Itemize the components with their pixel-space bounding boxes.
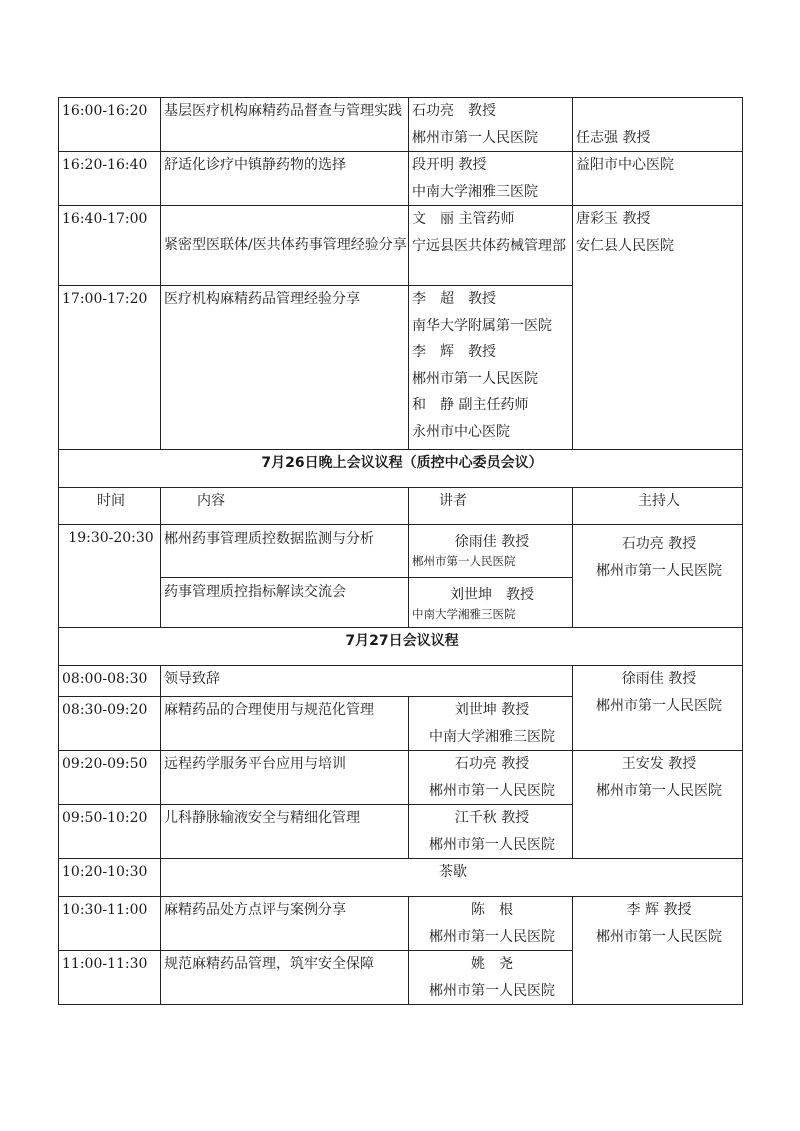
time-cell: 08:30-09:20 — [59, 697, 161, 751]
host-org: 郴州市第一人民医院 — [596, 697, 722, 714]
time-cell: 16:00-16:20 — [59, 98, 161, 152]
host-name: 徐雨佳 教授 — [621, 671, 697, 687]
time-cell: 10:20-10:30 — [59, 859, 161, 897]
speaker-org: 中南大学湘雅三医院 — [412, 607, 516, 621]
time-cell: 16:40-17:00 — [59, 206, 161, 286]
time-cell: 11:00-11:30 — [59, 951, 161, 1005]
speaker-name: 刘世坤 教授 — [450, 587, 534, 603]
header-content-label: 内容 — [197, 493, 225, 509]
speaker-cell — [409, 98, 573, 152]
topic-cell: 舒适化诊疗中镇静药物的选择 — [161, 152, 409, 206]
host-cell — [573, 152, 743, 206]
speaker-cell — [409, 697, 573, 751]
speaker-org: 郴州市第一人民医院 — [412, 554, 516, 568]
header-speaker-label: 讲者 — [439, 493, 467, 509]
speaker-org: 南华大学附属第一医院 — [412, 317, 552, 334]
host-cell — [573, 525, 743, 628]
speaker-cell — [409, 525, 573, 578]
speaker-org: 中南大学湘雅三医院 — [429, 728, 555, 745]
time-cell: 17:00-17:20 — [59, 286, 161, 450]
table-row — [59, 98, 743, 152]
host-cell — [573, 897, 743, 1005]
topic-cell: 医疗机构麻精药品管理经验分享 — [161, 286, 409, 450]
speaker-name: 江千秋 教授 — [454, 810, 530, 826]
section-header — [59, 628, 743, 666]
time-cell: 09:20-09:50 — [59, 751, 161, 805]
topic-cell — [161, 206, 409, 286]
host-org: 郴州市第一人民医院 — [596, 782, 722, 799]
header-time: 时间 — [59, 488, 161, 525]
speaker-org: 郴州市第一人民医院 — [412, 129, 538, 146]
speaker-name: 陈 根 — [471, 902, 513, 918]
header-host: 主持人 — [573, 488, 743, 525]
time-cell: 16:20-16:40 — [59, 152, 161, 206]
topic-text: 紧密型医联体/医共体药事管理经验分享 — [164, 237, 407, 254]
section-header — [59, 450, 743, 488]
speaker-org: 宁远县医共体药械管理部 — [412, 237, 566, 254]
speaker-cell — [409, 206, 573, 286]
host-org: 益阳市中心医院 — [576, 157, 674, 173]
header-speaker — [409, 488, 573, 525]
topic-cell: 药事管理质控指标解读交流会 — [161, 578, 409, 628]
speaker-name: 和 静 副主任药师 — [412, 397, 529, 413]
table-row — [59, 666, 743, 697]
host-cell — [573, 206, 743, 450]
speaker-name: 文 丽 主管药师 — [412, 211, 515, 227]
speaker-name: 石功亮 教授 — [454, 756, 530, 772]
break-cell: 茶歇 — [161, 859, 743, 897]
host-org: 安仁县人民医院 — [576, 237, 674, 254]
topic-cell: 基层医疗机构麻精药品督查与管理实践 — [161, 98, 409, 152]
host-cell — [573, 751, 743, 859]
speaker-name: 李 辉 教授 — [412, 344, 496, 360]
host-name: 王安发 教授 — [621, 756, 697, 772]
agenda-table — [58, 97, 743, 1005]
time-cell: 10:30-11:00 — [59, 897, 161, 951]
host-name: 任志强 教授 — [576, 129, 651, 146]
topic-cell: 远程药学服务平台应用与培训 — [161, 751, 409, 805]
speaker-org: 郴州市第一人民医院 — [429, 982, 555, 999]
host-cell — [573, 666, 743, 751]
speaker-org: 郴州市第一人民医院 — [429, 928, 555, 945]
speaker-org: 中南大学湘雅三医院 — [412, 183, 538, 200]
speaker-cell — [409, 805, 573, 859]
speaker-name: 徐雨佳 教授 — [454, 534, 530, 550]
section-title: 7月26日晚上会议议程（质控中心委员会议） — [59, 450, 743, 488]
host-cell — [573, 98, 743, 152]
table-row — [59, 897, 743, 951]
speaker-org: 永州市中心医院 — [412, 423, 510, 440]
header-content — [161, 488, 409, 525]
time-cell: 19:30-20:30 — [59, 525, 161, 628]
table-row — [59, 152, 743, 206]
speaker-cell — [409, 751, 573, 805]
speaker-name: 刘世坤 教授 — [454, 702, 530, 718]
host-org: 郴州市第一人民医院 — [596, 562, 722, 579]
speaker-cell — [409, 951, 573, 1005]
topic-cell: 麻精药品的合理使用与规范化管理 — [161, 697, 409, 751]
section-title: 7月27日会议议程 — [59, 628, 743, 666]
time-cell: 08:00-08:30 — [59, 666, 161, 697]
table-row — [59, 751, 743, 805]
host-org: 郴州市第一人民医院 — [596, 928, 722, 945]
column-headers — [59, 488, 743, 525]
speaker-name: 李 超 教授 — [412, 291, 496, 307]
host-name: 唐彩玉 教授 — [576, 211, 651, 227]
table-row — [59, 859, 743, 897]
speaker-name: 段开明 教授 — [412, 157, 487, 173]
time-cell: 09:50-10:20 — [59, 805, 161, 859]
host-name: 李 辉 教授 — [626, 902, 692, 918]
topic-cell: 儿科静脉输液安全与精细化管理 — [161, 805, 409, 859]
speaker-cell — [409, 286, 573, 450]
host-name: 石功亮 教授 — [621, 536, 697, 552]
topic-cell: 规范麻精药品管理，筑牢安全保障 — [161, 951, 409, 1005]
speaker-name: 姚 尧 — [471, 956, 513, 972]
topic-cell: 麻精药品处方点评与案例分享 — [161, 897, 409, 951]
speaker-org: 郴州市第一人民医院 — [429, 836, 555, 853]
topic-cell: 领导致辞 — [161, 666, 573, 697]
table-row — [59, 206, 743, 286]
speaker-cell — [409, 152, 573, 206]
speaker-cell — [409, 578, 573, 628]
speaker-org: 郴州市第一人民医院 — [429, 782, 555, 799]
speaker-org: 郴州市第一人民医院 — [412, 370, 538, 387]
speaker-cell — [409, 897, 573, 951]
speaker-name: 石功亮 教授 — [412, 103, 496, 119]
table-row — [59, 525, 743, 578]
topic-cell: 郴州药事管理质控数据监测与分析 — [161, 525, 409, 578]
